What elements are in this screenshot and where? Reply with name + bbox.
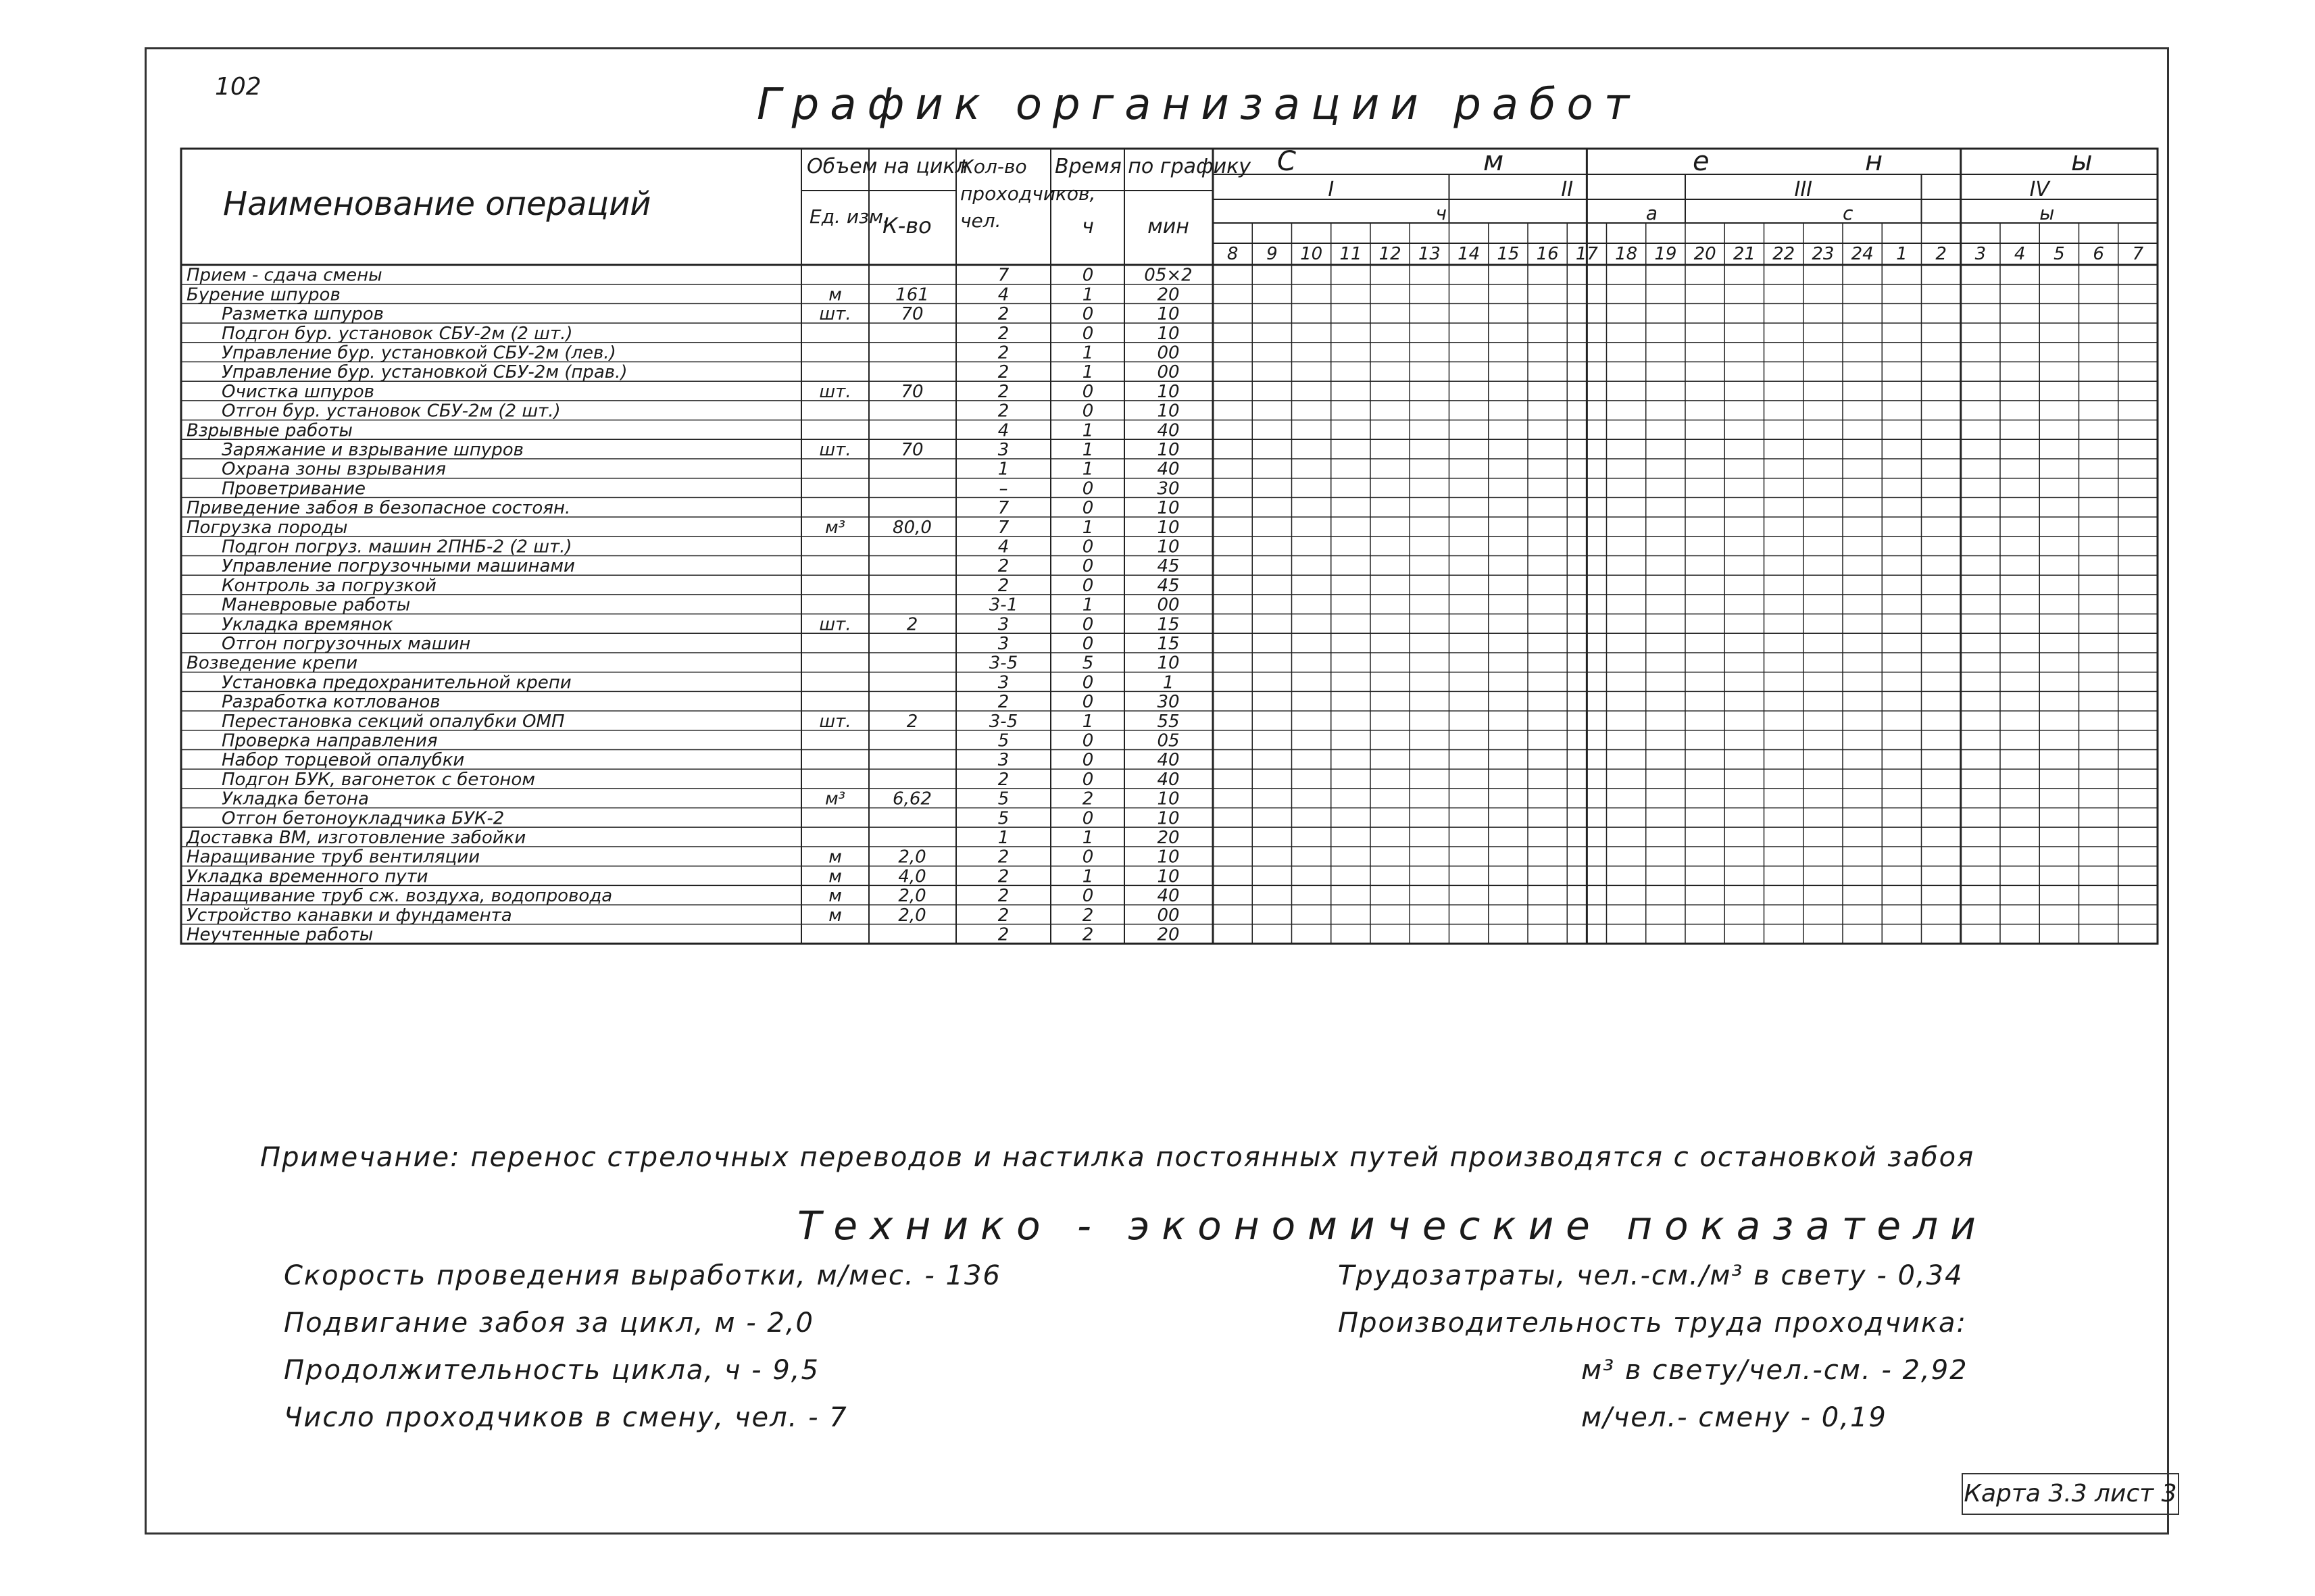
operation-hours: 1: [1082, 459, 1094, 480]
day-row-label: с: [1843, 202, 1853, 224]
shift-number: I: [1328, 178, 1335, 201]
operation-workers: 3-1: [989, 595, 1018, 616]
operation-minutes: 10: [1157, 653, 1180, 674]
operation-workers: 2: [997, 886, 1010, 907]
operation-name: Укладка времянок: [222, 614, 393, 635]
operation-name: Устройство канавки и фундамента: [186, 905, 512, 926]
operation-minutes: 10: [1157, 789, 1180, 809]
operation-name: Маневровые работы: [222, 595, 411, 616]
shift-letter: ы: [2071, 146, 2093, 177]
operation-name: Управление бур. установкой СБУ-2м (лев.): [222, 343, 616, 364]
operation-hours: 0: [1082, 750, 1094, 771]
operation-minutes: 15: [1157, 634, 1180, 654]
operation-hours: 0: [1082, 323, 1094, 344]
hour-tick: 3: [1974, 244, 1987, 264]
operation-name: Подгон погруз. машин 2ПНБ-2 (2 шт.): [222, 537, 572, 557]
operation-unit: м: [828, 866, 842, 887]
operation-workers: 7: [997, 498, 1010, 519]
map-stamp: Карта 3.3 лист 3: [1962, 1473, 2179, 1515]
operation-minutes: 40: [1157, 769, 1180, 790]
operation-minutes: 40: [1157, 459, 1180, 480]
operation-unit: шт.: [819, 381, 851, 402]
operation-minutes: 10: [1157, 440, 1180, 460]
operation-hours: 0: [1082, 730, 1094, 751]
operation-minutes: 10: [1157, 381, 1180, 402]
operation-name: Очистка шпуров: [222, 381, 374, 402]
operation-minutes: 05×2: [1144, 265, 1193, 286]
operation-minutes: 10: [1157, 866, 1180, 887]
operation-hours: 0: [1082, 886, 1094, 907]
operation-workers: 2: [997, 343, 1010, 364]
operation-hours: 1: [1082, 828, 1094, 848]
operation-name: Погрузка породы: [186, 517, 348, 538]
operation-minutes: 05: [1157, 730, 1180, 751]
operation-name: Приведение забоя в безопасное состоян.: [186, 498, 571, 519]
shift-letter: е: [1693, 146, 1710, 177]
operation-hours: 0: [1082, 634, 1094, 654]
operation-unit: шт.: [819, 440, 851, 460]
hour-tick: 4: [2014, 244, 2026, 264]
operation-minutes: 55: [1157, 711, 1180, 732]
operation-name: Отгон погрузочных машин: [222, 634, 471, 654]
indicator-advance: Подвигание забоя за цикл, м - 2,0: [284, 1307, 815, 1339]
operation-name: Разметка шпуров: [222, 304, 384, 325]
operation-name: Укладка бетона: [222, 789, 369, 809]
operation-name: Управление погрузочными машинами: [222, 556, 575, 577]
indicator-productivity-volume: м³ в свету/чел.-см. - 2,92: [1581, 1355, 1968, 1386]
operation-unit: шт.: [819, 304, 851, 325]
operation-minutes: 40: [1157, 886, 1180, 907]
operation-qty: 2,0: [898, 847, 926, 868]
shift-number: III: [1794, 178, 1813, 201]
operation-workers: 2: [997, 692, 1010, 713]
operation-workers: 2: [997, 575, 1010, 596]
operation-minutes: 10: [1157, 517, 1180, 538]
operation-workers: 2: [997, 556, 1010, 577]
operation-workers: 3-5: [989, 711, 1018, 732]
shift-number: IV: [2029, 178, 2049, 201]
workers-header: Кол-во: [960, 155, 1027, 178]
operation-workers: 7: [997, 265, 1010, 286]
operation-minutes: 00: [1157, 905, 1180, 926]
operation-name: Возведение крепи: [186, 653, 358, 674]
operation-workers: 2: [997, 769, 1010, 790]
hour-tick: 16: [1536, 244, 1559, 264]
operation-workers: 3: [997, 634, 1010, 654]
operation-workers: 3: [997, 614, 1010, 635]
operation-workers: 3: [997, 750, 1010, 771]
indicator-productivity-heading: Производительность труда проходчика:: [1338, 1307, 1968, 1339]
operation-workers: 5: [997, 730, 1010, 751]
operation-workers: 2: [997, 381, 1010, 402]
operation-workers: 3: [997, 672, 1010, 693]
operation-minutes: 00: [1157, 595, 1180, 616]
hour-tick: 11: [1339, 244, 1362, 264]
operation-qty: 6,62: [893, 789, 932, 809]
operation-qty: 2,0: [898, 886, 926, 907]
operation-minutes: 20: [1157, 924, 1180, 945]
operation-name: Проверка направления: [222, 730, 438, 751]
operation-minutes: 00: [1157, 343, 1180, 364]
operation-qty: 161: [895, 284, 929, 305]
operation-name: Набор торцевой опалубки: [222, 750, 465, 771]
operation-workers: 5: [997, 789, 1010, 809]
operation-minutes: 40: [1157, 750, 1180, 771]
indicator-labor-cost: Трудозатраты, чел.-см./м³ в свету - 0,34: [1338, 1260, 1964, 1291]
operation-workers: 5: [997, 808, 1010, 829]
operation-unit: м: [828, 905, 842, 926]
operation-workers: 2: [997, 401, 1010, 422]
unit-header: Ед. изм.: [810, 205, 889, 228]
operation-name: Проветривание: [222, 478, 366, 499]
time-header: Время по графику: [1055, 155, 1251, 178]
hour-tick: 19: [1654, 244, 1677, 264]
operation-workers: 2: [997, 924, 1010, 945]
operation-workers: 2: [997, 866, 1010, 887]
operation-minutes: 10: [1157, 498, 1180, 519]
operation-qty: 70: [901, 304, 924, 325]
operation-name: Подгон бур. установок СБУ-2м (2 шт.): [222, 323, 573, 344]
hour-tick: 8: [1226, 244, 1239, 264]
operation-qty: 80,0: [893, 517, 932, 538]
operation-minutes: 45: [1157, 575, 1180, 596]
operation-name: Доставка ВМ, изготовление забойки: [186, 828, 526, 848]
operation-name: Отгон бур. установок СБУ-2м (2 шт.): [222, 401, 561, 422]
operation-workers: 4: [997, 420, 1010, 441]
operation-hours: 0: [1082, 498, 1094, 519]
operation-name-header: Наименование операций: [223, 185, 651, 223]
workers-header: проходчиков,: [960, 182, 1096, 205]
operation-hours: 0: [1082, 265, 1094, 286]
hour-tick: 10: [1300, 244, 1323, 264]
operation-hours: 0: [1082, 672, 1094, 693]
operation-minutes: 20: [1157, 284, 1180, 305]
hour-tick: 18: [1615, 244, 1638, 264]
operation-hours: 2: [1082, 789, 1094, 809]
hour-tick: 21: [1733, 244, 1756, 264]
operation-workers: 3: [997, 440, 1010, 460]
operation-name: Прием - сдача смены: [186, 265, 382, 286]
operation-minutes: 1: [1162, 672, 1174, 693]
operation-hours: 0: [1082, 847, 1094, 868]
operation-name: Разработка котлованов: [222, 692, 441, 713]
hour-tick: 2: [1935, 244, 1947, 264]
operation-hours: 2: [1082, 924, 1094, 945]
operation-hours: 5: [1082, 653, 1094, 674]
operation-minutes: 30: [1157, 478, 1180, 499]
operation-qty: 70: [901, 440, 924, 460]
operation-minutes: 10: [1157, 304, 1180, 325]
hours-row-label: ч: [1435, 202, 1447, 224]
hour-tick: 9: [1266, 244, 1278, 264]
operation-minutes: 20: [1157, 828, 1180, 848]
operation-workers: 2: [997, 905, 1010, 926]
operation-workers: 3-5: [989, 653, 1018, 674]
operation-name: Контроль за погрузкой: [222, 575, 437, 596]
operation-name: Наращивание труб сж. воздуха, водопровода: [186, 886, 613, 907]
indicator-productivity-length: м/чел.- смену - 0,19: [1581, 1402, 1887, 1433]
shift-letter: н: [1865, 146, 1883, 177]
shift-number: II: [1561, 178, 1574, 201]
operation-name: Отгон бетоноукладчика БУК-2: [222, 808, 505, 829]
operation-name: Укладка временного пути: [186, 866, 428, 887]
operation-hours: 1: [1082, 595, 1094, 616]
operation-name: Взрывные работы: [186, 420, 353, 441]
operation-workers: –: [999, 478, 1008, 499]
operation-name: Управление бур. установкой СБУ-2м (прав.): [222, 362, 628, 383]
hour-tick: 17: [1575, 244, 1598, 264]
hour-tick: 5: [2053, 244, 2065, 264]
operation-hours: 2: [1082, 905, 1094, 926]
operation-workers: 2: [997, 323, 1010, 344]
operation-hours: 1: [1082, 362, 1094, 383]
operation-hours: 0: [1082, 304, 1094, 325]
operation-hours: 1: [1082, 440, 1094, 460]
operation-hours: 0: [1082, 537, 1094, 557]
quantity-header: К-во: [882, 213, 932, 239]
hour-tick: 20: [1693, 244, 1716, 264]
operation-minutes: 10: [1157, 401, 1180, 422]
operation-workers: 4: [997, 537, 1010, 557]
workers-header: чел.: [960, 209, 1001, 232]
table-note: Примечание: перенос стрелочных переводов и настилка постоянных путей производятся с остановкой забоя: [260, 1142, 1975, 1173]
operation-hours: 0: [1082, 381, 1094, 402]
operation-hours: 1: [1082, 343, 1094, 364]
indicators-title: Технико - экономические показатели: [797, 1203, 1988, 1249]
operation-hours: 0: [1082, 692, 1094, 713]
operation-name: Подгон БУК, вагонеток с бетоном: [222, 769, 535, 790]
operation-workers: 2: [997, 304, 1010, 325]
operation-name: Неучтенные работы: [186, 924, 374, 945]
operation-hours: 0: [1082, 556, 1094, 577]
operation-name: Перестановка секций опалубки ОМП: [222, 711, 565, 732]
operation-workers: 2: [997, 362, 1010, 383]
operation-hours: 0: [1082, 478, 1094, 499]
operation-hours: 0: [1082, 808, 1094, 829]
hour-tick: 12: [1378, 244, 1401, 264]
operation-qty: 4,0: [898, 866, 926, 887]
operation-minutes: 10: [1157, 537, 1180, 557]
operation-name: Охрана зоны взрывания: [222, 459, 446, 480]
hour-tick: 14: [1458, 244, 1480, 264]
operation-minutes: 30: [1157, 692, 1180, 713]
operation-name: Наращивание труб вентиляции: [186, 847, 480, 868]
indicator-cycle-duration: Продолжительность цикла, ч - 9,5: [284, 1355, 820, 1386]
operation-workers: 1: [997, 828, 1010, 848]
hour-tick: 15: [1497, 244, 1520, 264]
operation-unit: м: [828, 847, 842, 868]
operation-unit: м³: [824, 517, 846, 538]
day-row-label: ы: [2039, 202, 2055, 224]
hour-tick: 23: [1812, 244, 1835, 264]
operation-hours: 0: [1082, 401, 1094, 422]
operation-hours: 1: [1082, 420, 1094, 441]
operation-minutes: 10: [1157, 323, 1180, 344]
operation-workers: 1: [997, 459, 1010, 480]
operation-qty: 70: [901, 381, 924, 402]
operation-name: Установка предохранительной крепи: [222, 672, 572, 693]
operation-hours: 1: [1082, 866, 1094, 887]
operation-qty: 2: [906, 614, 918, 635]
operation-qty: 2,0: [898, 905, 926, 926]
shift-letter: С: [1277, 146, 1296, 177]
operation-unit: м: [828, 886, 842, 907]
operation-unit: м³: [824, 789, 846, 809]
volume-header: Объем на цикл: [807, 155, 968, 178]
hour-tick: 1: [1896, 244, 1908, 264]
hour-tick: 13: [1418, 244, 1441, 264]
operation-minutes: 10: [1157, 808, 1180, 829]
hour-tick: 6: [2093, 244, 2104, 264]
shift-letter: м: [1483, 146, 1504, 177]
operation-workers: 4: [997, 284, 1010, 305]
hour-tick: 22: [1772, 244, 1795, 264]
hour-tick: 7: [2132, 244, 2144, 264]
operation-name: Бурение шпуров: [186, 284, 341, 305]
operation-workers: 7: [997, 517, 1010, 538]
operation-minutes: 00: [1157, 362, 1180, 383]
minutes-header: мин: [1147, 215, 1189, 239]
operation-name: Заряжание и взрывание шпуров: [222, 440, 524, 460]
operation-unit: шт.: [819, 711, 851, 732]
hours-header: ч: [1082, 215, 1094, 239]
day-row-label: а: [1645, 202, 1658, 224]
operation-unit: шт.: [819, 614, 851, 635]
operation-qty: 2: [906, 711, 918, 732]
operation-hours: 1: [1082, 284, 1094, 305]
page-number: 102: [215, 73, 262, 101]
operation-hours: 0: [1082, 614, 1094, 635]
page-title: График организации работ: [757, 80, 1640, 130]
operation-hours: 1: [1082, 711, 1094, 732]
operation-hours: 0: [1082, 575, 1094, 596]
operation-minutes: 45: [1157, 556, 1180, 577]
indicator-workers: Число проходчиков в смену, чел. - 7: [284, 1402, 848, 1433]
operation-minutes: 40: [1157, 420, 1180, 441]
operation-workers: 2: [997, 847, 1010, 868]
operation-minutes: 10: [1157, 847, 1180, 868]
operation-hours: 1: [1082, 517, 1094, 538]
indicator-speed: Скорость проведения выработки, м/мес. - 136: [284, 1260, 1001, 1291]
operation-minutes: 15: [1157, 614, 1180, 635]
hour-tick: 24: [1851, 244, 1874, 264]
operation-unit: м: [828, 284, 842, 305]
operation-hours: 0: [1082, 769, 1094, 790]
